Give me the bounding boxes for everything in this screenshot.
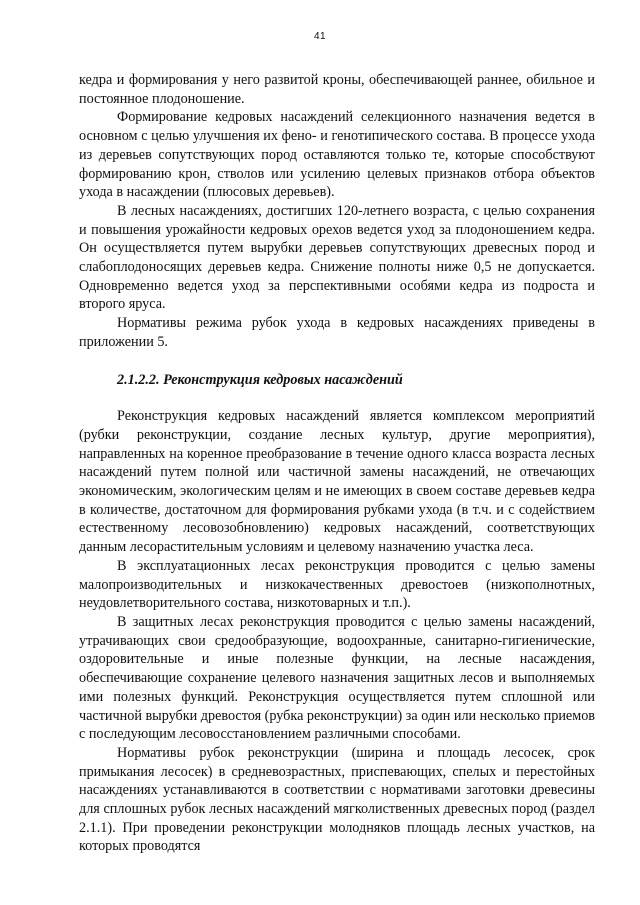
paragraph-reconstruction-definition: Реконструкция кедровых насаждений является комплексом мероприятий (рубки реконструкции, создание лесных культур, другие мероприятия), направленных на коренное преобразование в течение одного класса возраста лесных насаждений путем полной или частичной замены насаждений, не отвечающих экономическим, экологическим целям и не имеющих в своем составе деревьев кедра в количестве, достаточном для формирования рубками ухода (в т.ч. и с содействием естественному лесовозобновлению) кедровых насаждений, соответствующих данным лесорастительным условиям и целевому назначению участка леса. bbox=[79, 408, 595, 556]
page-number: 41 bbox=[313, 31, 327, 42]
paragraph-exploitation-forests: В эксплуатационных лесах реконструкция проводится с целью замены малопроизводительных и низкокачественных древостоев (низкополнотных, неудовлетворительного состава, низкотоварных и т.п.). bbox=[79, 557, 595, 612]
paragraph-fruiting-care: В лесных насаждениях, достигших 120-летнего возраста, с целью сохранения и повышения урожайности кедровых орехов ведется уход за плодоношением кедра. Он осуществляется путем вырубки деревьев сопутствующих древесных пород и слабоплодоносящих деревьев кедра. Снижение полноты ниже 0,5 не допускается. Одновременно ведется уход за перспективными особями кедра из подроста и второго яруса. bbox=[79, 202, 595, 313]
paragraph-selection-forming: Формирование кедровых насаждений селекционного назначения ведется в основном с целью улучшения их фено- и генотипического состава. В процессе ухода из деревьев сопутствующих пород оставляются только те, которые способствуют формированию крон, стволов или усилению целевых признаков отбора объектов ухода в насаждении (плюсовых деревьев). bbox=[79, 109, 595, 201]
document-body bbox=[79, 71, 595, 856]
paragraph-reconstruction-norms: Нормативы рубок реконструкции (ширина и площадь лесосек, срок примыкания лесосек) в средневозрастных, приспевающих, спелых и перестойных насаждениях устанавливаются в соответствии с нормативами заготовки древесины для сплошных рубок лесных насаждений мягколиственных древесных пород (раздел 2.1.1). При проведении реконструкции молодняков площадь лесных участков, на которых проводятся bbox=[79, 744, 595, 855]
paragraph-care-norms: Нормативы режима рубок ухода в кедровых насаждениях приведены в приложении 5. bbox=[79, 315, 595, 350]
paragraph-protective-forests: В защитных лесах реконструкция проводится с целью замены насаждений, утрачивающих свои средообразующие, водоохранные, санитарно-гигиенические, оздоровительные и иные полезные функции, на лесные насаждения, обеспечивающие сохранение целевого назначения защитных лесов и выполняемых ими полезных функций. Реконструкция осуществляется путем сплошной или частичной вырубки древостоя (рубка реконструкции) за один или несколько приемов с последующим лесовосстановлением различными способами. bbox=[79, 613, 596, 743]
paragraph-continuation: кедра и формирования у него развитой кроны, обеспечивающей раннее, обильное и постоянное плодоношение. bbox=[79, 72, 595, 107]
section-heading: 2.1.2.2. Реконструкция кедровых насаждений bbox=[117, 371, 403, 388]
